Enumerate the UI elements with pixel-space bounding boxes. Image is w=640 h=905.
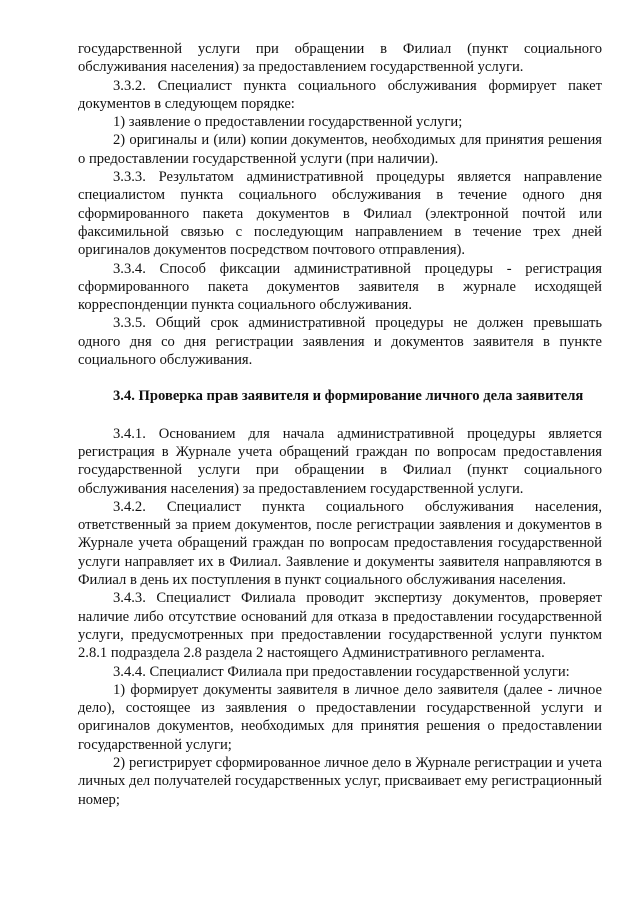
document-page [78,40,602,809]
paragraph-3-3-5: 3.3.5. Общий срок административной процедуры не должен превышать одного дня со дня регистрации заявления и документов заявителя в пункте социального обслуживания. [78,315,602,369]
paragraph-3-4-3: 3.4.3. Специалист Филиала проводит экспертизу документов, проверяет наличие либо отсутствие оснований для отказа в предоставлении государственной услуги, предусмотренных при предоставлении государственной услуги пунктом 2.8.1 подраздела 2.8 раздела 2 настоящего Административного регламента. [78,590,602,662]
paragraph-3-4-1: 3.4.1. Основанием для начала административной процедуры является регистрация в Журнале учета обращений граждан по вопросам предоставления государственной услуги при обращении в Филиал (пункт социального обслуживания населения) за предоставлением государственной услуги. [78,425,602,497]
paragraph-continuation: государственной услуги при обращении в Филиал (пункт социального обслуживания населения) за предоставлением государственной услуги. [78,41,602,76]
list-item-2: 2) оригиналы и (или) копии документов, необходимых для принятия решения о предоставлении государственной услуги (при наличии). [78,132,602,167]
list-item-1: 1) заявление о предоставлении государственной услуги; [113,114,463,131]
list-item-1: 1) формирует документы заявителя в личное дело заявителя (далее - личное дело), состоящее из заявления о предоставлении государственной услуги и оригиналов документов, необходимых для принятия решения о предоставлении государственной услуги; [78,681,602,753]
section-heading: 3.4. Проверка прав заявителя и формирование личного дела заявителя [113,388,584,405]
paragraph-3-3-2: 3.3.2. Специалист пункта социального обслуживания формирует пакет документов в следующем порядке: [78,77,602,112]
list-item-2: 2) регистрирует сформированное личное дело в Журнале регистрации и учета личных дел получателей государственных услуг, присваивает ему регистрационный номер; [78,754,602,808]
paragraph-3-4-4: 3.4.4. Специалист Филиала при предоставлении государственной услуги: [113,663,570,680]
paragraph-3-3-4: 3.3.4. Способ фиксации административной процедуры - регистрация сформированного пакета документов заявителя в журнале исходящей корреспонденции пункта социального обслуживания. [78,260,602,314]
paragraph-3-3-3: 3.3.3. Результатом административной процедуры является направление специалистом пункта социального обслуживания в течение одного дня сформированного пакета документов в Филиал (электронной почтой или факсимильной связью с последующим направлением в течение трех дней оригиналов документов посредством почтового отправления). [78,169,602,259]
paragraph-3-4-2: 3.4.2. Специалист пункта социального обслуживания населения, ответственный за прием документов, после регистрации заявления и документов в Журнале учета обращений граждан по вопросам предоставления государственной услуги направляет их в Филиал. Заявление и документы заявителя направляются в Филиал в день их поступления в пункт социального обслуживания населения. [78,498,602,589]
